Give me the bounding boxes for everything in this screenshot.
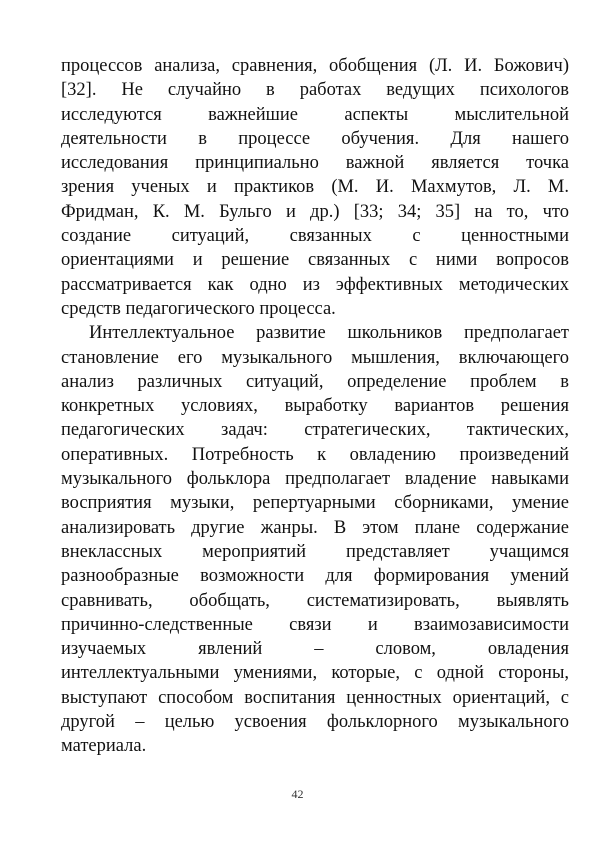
text-line: разнообразные возможности для формирования умений xyxy=(61,566,569,587)
text-line: изучаемых явлений – словом, овладения xyxy=(61,639,569,660)
text-line: создание ситуаций, связанных с ценностными xyxy=(61,226,569,247)
text-line: музыкального фольклора предполагает владение навыками xyxy=(61,469,569,490)
text-line: анализировать другие жанры. В этом плане содержание xyxy=(61,517,569,538)
main-text xyxy=(61,54,569,759)
text-line: исследуются важнейшие аспекты мыслительной xyxy=(61,104,569,125)
text-line: Фридман, К. М. Бульго и др.) [33; 34; 35] на то, что xyxy=(61,201,569,222)
page-number: 42 xyxy=(291,787,304,801)
text-line: восприятия музыки, репертуарными сборниками, умение xyxy=(61,493,569,514)
text-line: деятельности в процессе обучения. Для нашего xyxy=(61,128,569,149)
text-line: другой – целью усвоения фольклорного музыкального xyxy=(61,712,569,733)
text-line: причинно-следственные связи и взаимозависимости xyxy=(61,614,569,635)
text-line: [32]. Не случайно в работах ведущих психологов xyxy=(61,80,569,101)
text-line: исследования принципиально важной является точка xyxy=(61,153,569,174)
text-line: зрения ученых и практиков (М. И. Махмутов, Л. М. xyxy=(61,177,569,198)
text-line: средств педагогического процесса. xyxy=(61,298,336,319)
text-line: сравнивать, обобщать, систематизировать, выявлять xyxy=(61,590,569,611)
paragraph xyxy=(61,54,569,321)
text-line: внеклассных мероприятий представляет учащимся xyxy=(61,541,569,562)
text-line: выступают способом воспитания ценностных ориентаций, с xyxy=(61,687,569,708)
text-line: ориентациями и решение связанных с ними вопросов xyxy=(61,250,569,271)
text-line: Интеллектуальное развитие школьников предполагает xyxy=(89,323,569,344)
text-line: становление его музыкального мышления, включающего xyxy=(61,347,569,368)
text-line: конкретных условиях, выработку вариантов решения xyxy=(61,396,569,417)
text-line: материала. xyxy=(61,736,147,757)
text-line: анализ различных ситуаций, определение проблем в xyxy=(61,371,569,392)
text-line: рассматривается как одно из эффективных методических xyxy=(61,274,569,295)
paragraph xyxy=(61,321,569,758)
text-line: педагогических задач: стратегических, тактических, xyxy=(61,420,569,441)
text-line: процессов анализа, сравнения, обобщения (Л. И. Божович) xyxy=(61,56,569,76)
text-line: оперативных. Потребность к овладению произведений xyxy=(61,444,569,465)
text-line: интеллектуальными умениями, которые, с одной стороны, xyxy=(61,663,569,684)
